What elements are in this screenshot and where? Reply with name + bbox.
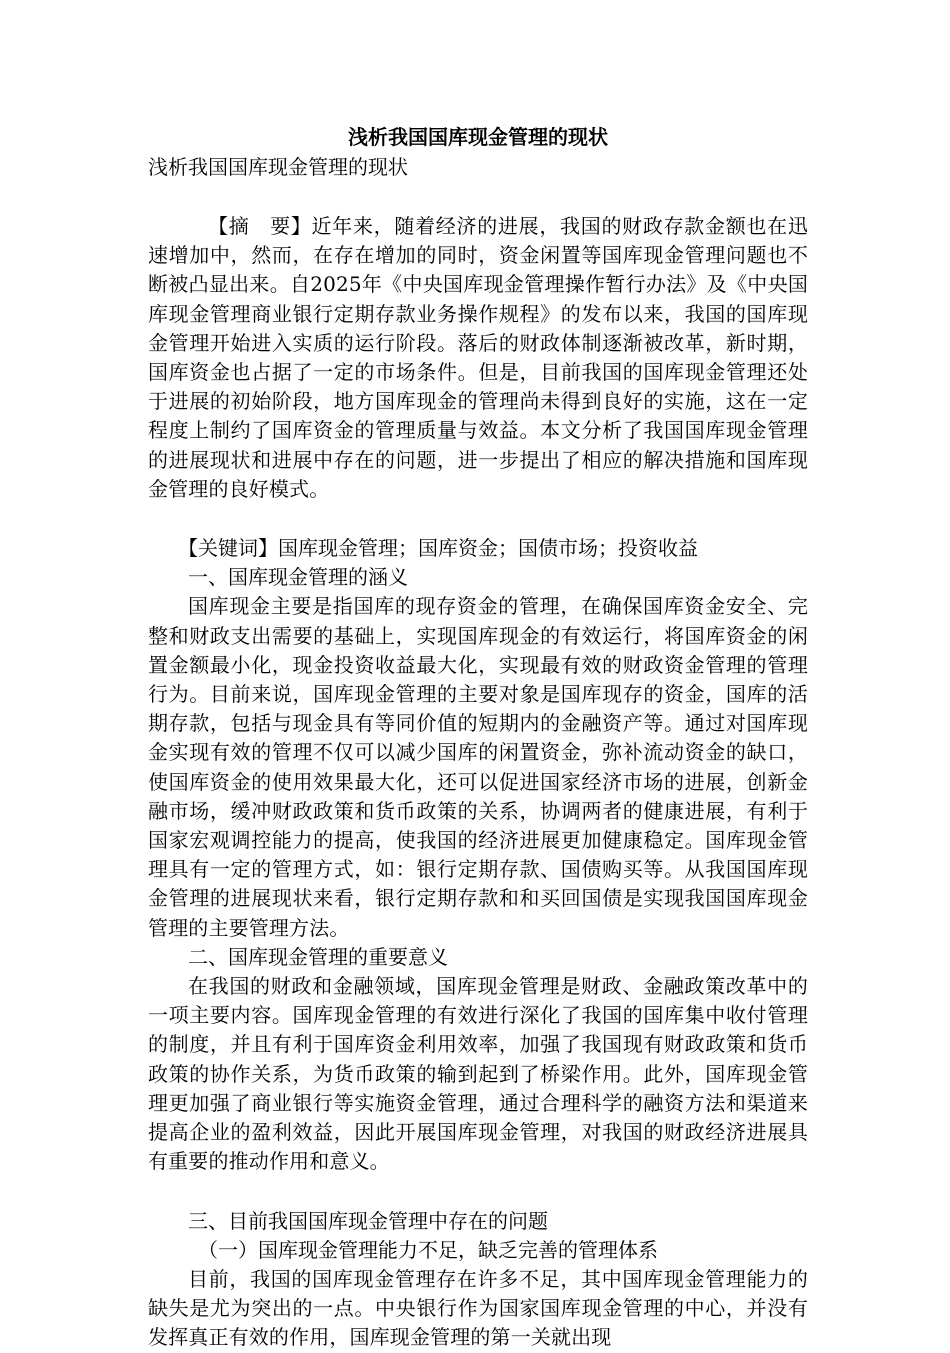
subsection-heading-3-1: （一）国库现金管理能力不足，缺乏完善的管理体系: [198, 1237, 658, 1262]
section-paragraph-2: 在我国的财政和金融领域，国库现金管理是财政、金融政策改革中的一项主要内容。国库现金管理的有效进行深化了我国的国库集中收付管理的制度，并且有利于国库资金利用效率，加强了我国现有财政政策和货币政策的协作关系，为货币政策的输到起到了桥梁作用。此外，国库现金管理更加强了商业银行等实施资金管理，通过合理科学的融资方法和渠道来提高企业的盈利效益，因此开展国库现金管理，对我国的财政经济进展具有重要的推动作用和意义。: [148, 974, 808, 1174]
document-page: [148, 122, 808, 1353]
document-subtitle: 浅析我国国库现金管理的现状: [148, 155, 408, 179]
blank-line: [148, 1177, 808, 1207]
section-heading-1: 一、国库现金管理的涵义: [188, 565, 408, 590]
keywords-line: 【关键词】国库现金管理；国库资金；国债市场；投资收益: [178, 536, 698, 561]
blank-line: [148, 182, 808, 212]
section-heading-2: 二、国库现金管理的重要意义: [188, 944, 448, 969]
blank-line: [148, 504, 808, 534]
abstract-paragraph: 【摘 要】近年来，随着经济的进展，我国的财政存款金额也在迅速增加中，然而，在存在增加的同时，资金闲置等国库现金管理问题也不断被凸显出来。自2025年《中央国库现金管理操作暂行办法》及《中央国库现金管理商业银行定期存款业务操作规程》的发布以来，我国的国库现金管理开始进入实质的运行阶段。落后的财政体制逐渐被改革，新时期，国库资金也占据了一定的市场条件。但是，目前我国的国库现金管理还处于进展的初始阶段，地方国库现金的管理尚未得到良好的实施，这在一定程度上制约了国库资金的管理质量与效益。本文分析了我国国库现金管理的进展现状和进展中存在的问题，进一步提出了相应的解决措施和国库现金管理的良好模式。: [148, 214, 808, 501]
section-heading-3: 三、目前我国国库现金管理中存在的问题: [188, 1208, 548, 1233]
section-paragraph-1: 国库现金主要是指国库的现存资金的管理，在确保国库资金安全、完整和财政支出需要的基础上，实现国库现金的有效运行，将国库资金的闲置金额最小化，现金投资收益最大化，实现最有效的财政资金管理的管理行为。目前来说，国库现金管理的主要对象是国库现存的资金，国库的活期存款，包括与现金具有等同价值的短期内的金融资产等。通过对国库现金实现有效的管理不仅可以减少国库的闲置资金，弥补流动资金的缺口，使国库资金的使用效果最大化，还可以促进国家经济市场的进展，创新金融市场，缓冲财政政策和货币政策的关系，协调两者的健康进展，有利于国家宏观调控能力的提高，使我国的经济进展更加健康稳定。国库现金管理具有一定的管理方式，如：银行定期存款、国债购买等。从我国国库现金管理的进展现状来看，银行定期存款和和买回国债是实现我国国库现金管理的主要管理方法。: [148, 594, 808, 940]
document-title: 浅析我国国库现金管理的现状: [348, 125, 608, 149]
subsection-paragraph-3-1: 目前，我国的国库现金管理存在许多不足，其中国库现金管理能力的缺失是尤为突出的一点。中央银行作为国家国库现金管理的中心，并没有发挥真正有效的作用，国库现金管理的第一关就出现: [148, 1266, 808, 1350]
